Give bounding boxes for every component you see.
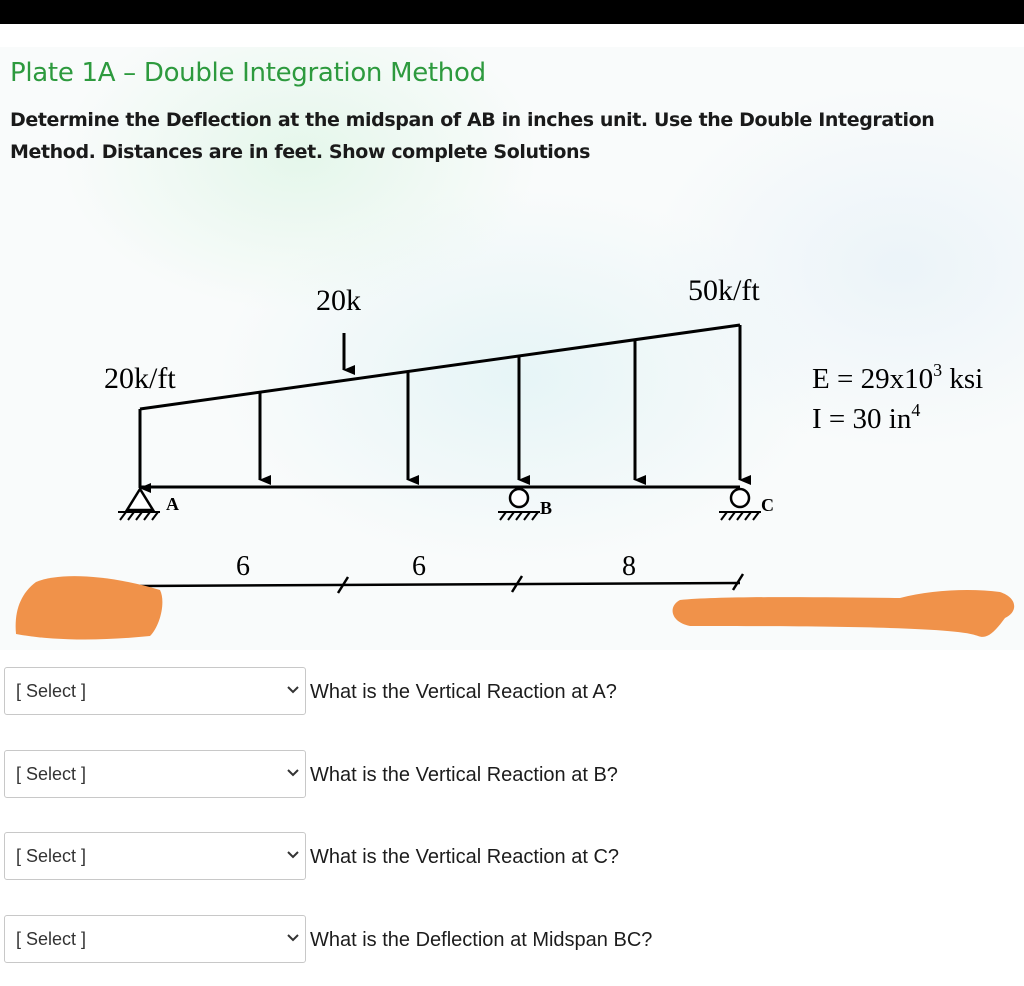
redaction-mark-left (16, 576, 163, 639)
select-placeholder: [ Select ] (16, 681, 87, 701)
answer-select-reaction-b[interactable] (4, 750, 306, 798)
support-c-label: C (761, 495, 774, 515)
question-text: What is the Vertical Reaction at A? (310, 681, 617, 703)
question-text: What is the Vertical Reaction at B? (310, 764, 618, 786)
roller-support-icon (498, 489, 540, 520)
support-b-label: B (540, 498, 553, 518)
select-placeholder: [ Select ] (16, 764, 87, 784)
chevron-down-icon (286, 685, 300, 695)
span-ab-1-label: 6 (236, 551, 250, 582)
span-ab-2-label: 6 (412, 551, 426, 582)
span-bc-label: 8 (622, 551, 636, 582)
chevron-down-icon (286, 850, 300, 860)
question-row-reaction-b (4, 750, 1020, 804)
select-placeholder: [ Select ] (16, 929, 87, 949)
question-text: What is the Deflection at Midspan BC? (310, 929, 653, 951)
question-row-reaction-a (4, 667, 1020, 721)
question-text: What is the Vertical Reaction at C? (310, 846, 620, 868)
load-left-label: 20k/ft (104, 362, 176, 395)
pin-support-icon (118, 489, 160, 520)
redaction-mark-right (673, 590, 1015, 637)
question-row-deflection-bc (4, 915, 1020, 969)
roller-support-icon (719, 489, 761, 520)
question-row-reaction-c (4, 832, 1020, 886)
answer-select-reaction-a[interactable] (4, 667, 306, 715)
chevron-down-icon (286, 768, 300, 778)
chevron-down-icon (286, 933, 300, 943)
dimension-line (140, 574, 743, 593)
point-load-label: 20k (316, 284, 361, 317)
inertia-label: I = 30 $in^4$ (812, 400, 921, 435)
select-placeholder: [ Select ] (16, 846, 87, 866)
support-a-label: A (166, 494, 179, 514)
load-right-label: 50k/ft (688, 274, 760, 307)
answer-select-reaction-c[interactable] (4, 832, 306, 880)
plate-description: Determine the Deflection at the midspan of AB in inches unit. Use the Double Integration Method. Distances are in feet. Show complete Solutions (10, 109, 935, 163)
plate-title: Plate 1A – Double Integration Method (10, 58, 486, 88)
modulus-label: $E = 29x10^3$ ksi (812, 360, 984, 395)
distributed-load (140, 325, 740, 488)
answer-select-deflection-bc[interactable] (4, 915, 306, 963)
